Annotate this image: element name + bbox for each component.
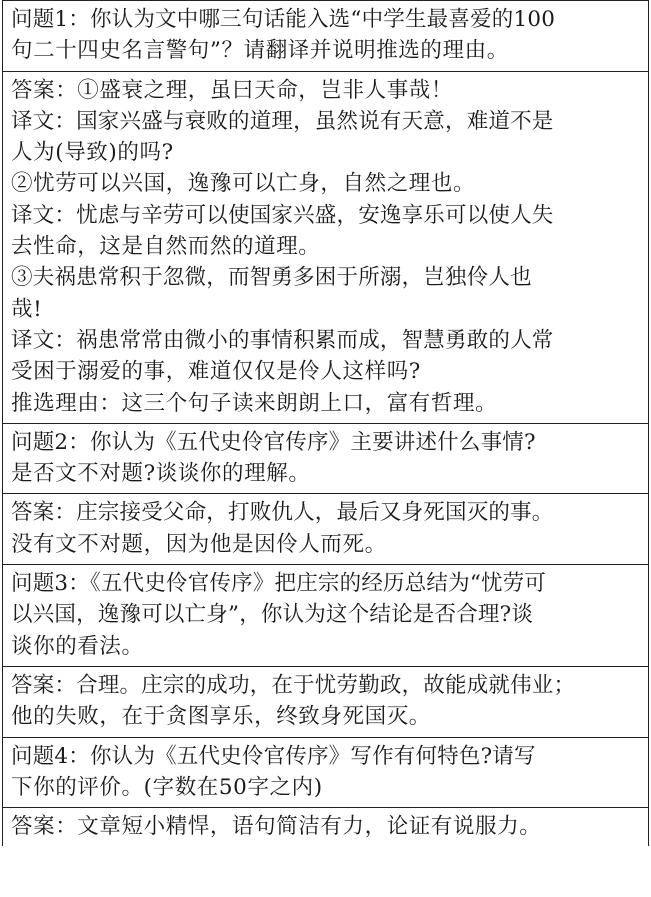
answer-4-block <box>3 808 648 846</box>
text-line: 以兴国，逸豫可以亡身”，你认为这个结论是否合理?谈 <box>11 602 534 628</box>
text-line: ③夫祸患常积于忽微，而智勇多困于所溺，岂独伶人也 <box>11 265 532 291</box>
text-line: 答案：①盛衰之理，虽曰天命，岂非人事哉！ <box>11 77 454 103</box>
question-1-block <box>3 1 648 72</box>
text-line: 问题4：你认为《五代史伶官传序》写作有何特色?请写 <box>11 743 536 769</box>
text-line: 下你的评价。(字数在50字之内) <box>11 774 323 800</box>
answer-3-block <box>3 667 648 738</box>
text-line: 人为(导致)的吗? <box>11 140 174 166</box>
text-line: 去性命，这是自然而然的道理。 <box>11 234 321 260</box>
answer-1-block <box>3 72 648 424</box>
text-line: 是否文不对题?谈谈你的理解。 <box>11 461 311 487</box>
text-line: 哉! <box>11 296 43 322</box>
text-line: 译文：忧虑与辛劳可以使国家兴盛，安逸享乐可以使人失 <box>11 202 554 228</box>
question-3-block <box>3 565 648 667</box>
text-line: 没有文不对题，因为他是因伶人而死。 <box>11 531 387 557</box>
text-line: 译文：国家兴盛与衰败的道理，虽然说有天意，难道不是 <box>11 108 554 134</box>
text-line: 问题2：你认为《五代史伶官传序》主要讲述什么事情? <box>11 429 536 455</box>
question-2-block <box>3 424 648 495</box>
text-line: 问题3：《五代史伶官传序》把庄宗的经历总结为“忧劳可 <box>11 571 547 597</box>
text-line: 答案：庄宗接受父命，打败仇人，最后又身死国灭的事。 <box>11 500 554 526</box>
text-line: 答案：文章短小精悍，语句简洁有力，论证有说服力。 <box>11 814 542 840</box>
text-line: 他的失败，在于贪图享乐，终致身死国灭。 <box>11 704 431 730</box>
text-line: 答案：合理。庄宗的成功，在于忧劳勤政，故能成就伟业； <box>11 672 576 698</box>
answer-2-block <box>3 494 648 565</box>
text-line: 译文：祸患常常由微小的事情积累而成，智慧勇敢的人常 <box>11 327 554 353</box>
qa-table <box>2 0 649 846</box>
text-line: 句二十四史名言警句”？请翻译并说明推选的理由。 <box>11 38 509 64</box>
text-line: 受困于溺爱的事，难道仅仅是伶人这样吗? <box>11 359 421 385</box>
text-line: ②忧劳可以兴国，逸豫可以亡身，自然之理也。 <box>11 171 476 197</box>
text-line: 谈你的看法。 <box>11 633 144 659</box>
text-line: 问题1：你认为文中哪三句话能入选“中学生最喜爱的100 <box>11 7 556 32</box>
text-line: 推选理由：这三个句子读来朗朗上口，富有哲理。 <box>11 390 498 416</box>
question-4-block <box>3 738 648 809</box>
